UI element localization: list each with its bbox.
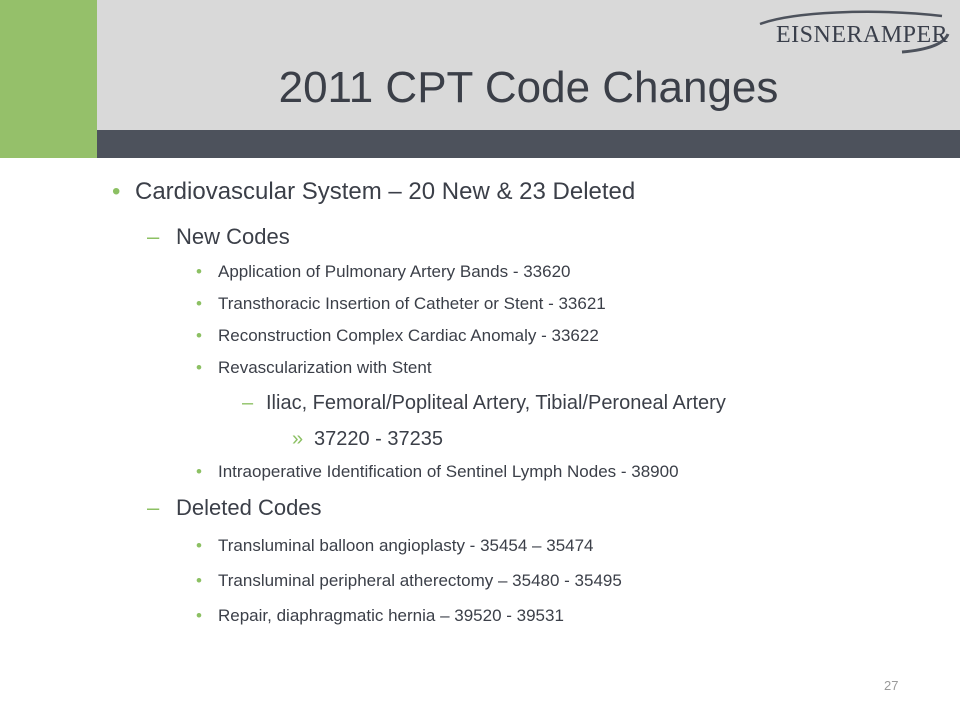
list-item: Reconstruction Complex Cardiac Anomaly - 33622: [218, 326, 599, 345]
dash-marker: –: [242, 392, 254, 414]
bullet-marker: •: [196, 571, 202, 590]
bullet-marker: •: [196, 536, 202, 555]
slide-title: 2011 CPT Code Changes: [278, 63, 779, 112]
list-item: Application of Pulmonary Artery Bands - 33620: [218, 262, 571, 281]
deleted-codes-heading: Deleted Codes: [176, 495, 322, 520]
chevron-marker: »: [292, 428, 304, 450]
list-item: Transluminal balloon angioplasty - 35454 – 35474: [218, 536, 594, 555]
sub-list-item: Iliac, Femoral/Popliteal Artery, Tibial/Peroneal Artery: [266, 392, 726, 414]
list-item: Transluminal peripheral atherectomy – 35480 - 35495: [218, 571, 622, 590]
list-item: Transthoracic Insertion of Catheter or Stent - 33621: [218, 294, 606, 313]
bullet-marker: •: [196, 262, 202, 281]
bullet-marker: •: [196, 326, 202, 345]
bullet-marker: •: [196, 358, 202, 377]
bullet-marker: •: [112, 178, 121, 205]
page-number: 27: [884, 678, 899, 693]
logo-text: EISNERAMPER: [776, 22, 949, 48]
list-item: Repair, diaphragmatic hernia – 39520 - 39531: [218, 606, 564, 625]
main-point: Cardiovascular System – 20 New & 23 Deleted: [135, 178, 636, 205]
bullet-marker: •: [196, 294, 202, 313]
new-codes-heading: New Codes: [176, 224, 290, 249]
dash-marker: –: [147, 495, 160, 520]
list-item: Revascularization with Stent: [218, 358, 432, 377]
bullet-marker: •: [196, 462, 202, 481]
list-item: Intraoperative Identification of Sentinel Lymph Nodes - 38900: [218, 462, 679, 481]
bullet-marker: •: [196, 606, 202, 625]
dash-marker: –: [147, 224, 160, 249]
sub-sub-list-item: 37220 - 37235: [314, 428, 444, 450]
